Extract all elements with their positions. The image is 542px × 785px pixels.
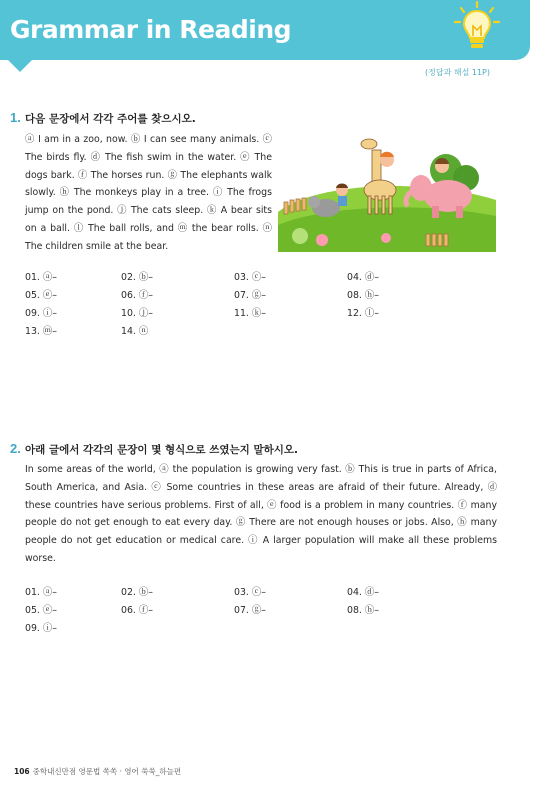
question-2-number: 2.: [10, 441, 21, 456]
answer-blank[interactable]: 03. ⓒ–: [234, 272, 266, 283]
answer-blank[interactable]: 02. ⓑ–: [121, 587, 153, 598]
zoo-illustration: [276, 130, 498, 252]
answer-blank[interactable]: 01. ⓐ–: [25, 272, 57, 283]
answer-blank[interactable]: 05. ⓔ–: [25, 605, 57, 616]
answer-blank[interactable]: 07. ⓖ–: [234, 290, 266, 301]
page-number: 106: [14, 767, 30, 776]
answer-blank[interactable]: 03. ⓒ–: [234, 587, 266, 598]
answer-blank[interactable]: 05. ⓔ–: [25, 290, 57, 301]
lightbulb-icon: [452, 0, 502, 52]
answer-blank[interactable]: 01. ⓐ–: [25, 587, 57, 598]
question-2-answer-grid: [25, 585, 427, 636]
answer-blank[interactable]: 12. ⓛ–: [347, 308, 379, 319]
question-1-passage: ⓐ I am in a zoo, now. ⓑ I can see many animals. ⓒ The birds fly. ⓓ The fish swim in the water. ⓔ The dogs bark. ⓕ The horses run. ⓖ The elephants walk slowly. ⓗ The monkeys play in a tree. ⓘ The frogs jump on the pond. ⓙ The cats sleep. ⓚ A bear sits on a ball. ⓛ The ball rolls, and ⓜ the bear rolls. ⓝ The children smile at the bear.: [25, 134, 272, 252]
answer-blank[interactable]: 11. ⓚ–: [234, 308, 266, 319]
answer-blank[interactable]: 06. ⓕ–: [121, 290, 153, 301]
answer-blank[interactable]: 09. ⓘ–: [25, 308, 57, 319]
question-1-prompt: 다음 문장에서 각각 주어를 찾으시오.: [25, 113, 196, 125]
answer-blank[interactable]: 04. ⓓ–: [347, 272, 379, 283]
answer-blank[interactable]: 07. ⓖ–: [234, 605, 266, 616]
question-1-answer-grid: [25, 270, 427, 339]
header-pointer: [6, 58, 34, 72]
answer-blank[interactable]: 08. ⓗ–: [347, 290, 379, 301]
page-footer: [14, 766, 181, 777]
answer-blank[interactable]: 04. ⓓ–: [347, 587, 379, 598]
answer-blank[interactable]: 14. ⓝ: [121, 326, 149, 337]
page-title: Grammar in Reading: [10, 15, 292, 44]
answer-blank[interactable]: 09. ⓘ–: [25, 623, 57, 634]
answer-blank[interactable]: 10. ⓙ–: [121, 308, 153, 319]
book-title: 중학내신만점 영문법 쏙쏙 · 영어 쑥쑥_하늘편: [32, 767, 182, 776]
answer-reference: (정답과 해설 11P): [425, 68, 490, 77]
question-1-number: 1.: [10, 110, 21, 125]
answer-blank[interactable]: 13. ⓜ–: [25, 326, 57, 337]
answer-blank[interactable]: 02. ⓑ–: [121, 272, 153, 283]
answer-blank[interactable]: 08. ⓗ–: [347, 605, 379, 616]
question-2-passage: In some areas of the world, ⓐ the population is growing very fast. ⓑ This is true in parts of Africa, South America, and Asia. ⓒ Some countries in these areas are afraid of their future. Already, ⓓ these countries have serious problems. First of all, ⓔ food is a problem in many countries. ⓕ many people do not get enough to eat every day. ⓖ There are not enough houses or jobs. Also, ⓗ many people do not get education or medical care. ⓘ A larger population will make all these problems worse.: [25, 464, 497, 564]
answer-blank[interactable]: 06. ⓕ–: [121, 605, 153, 616]
question-2-prompt: 아래 글에서 각각의 문장이 몇 형식으로 쓰였는지 말하시오.: [25, 444, 299, 456]
